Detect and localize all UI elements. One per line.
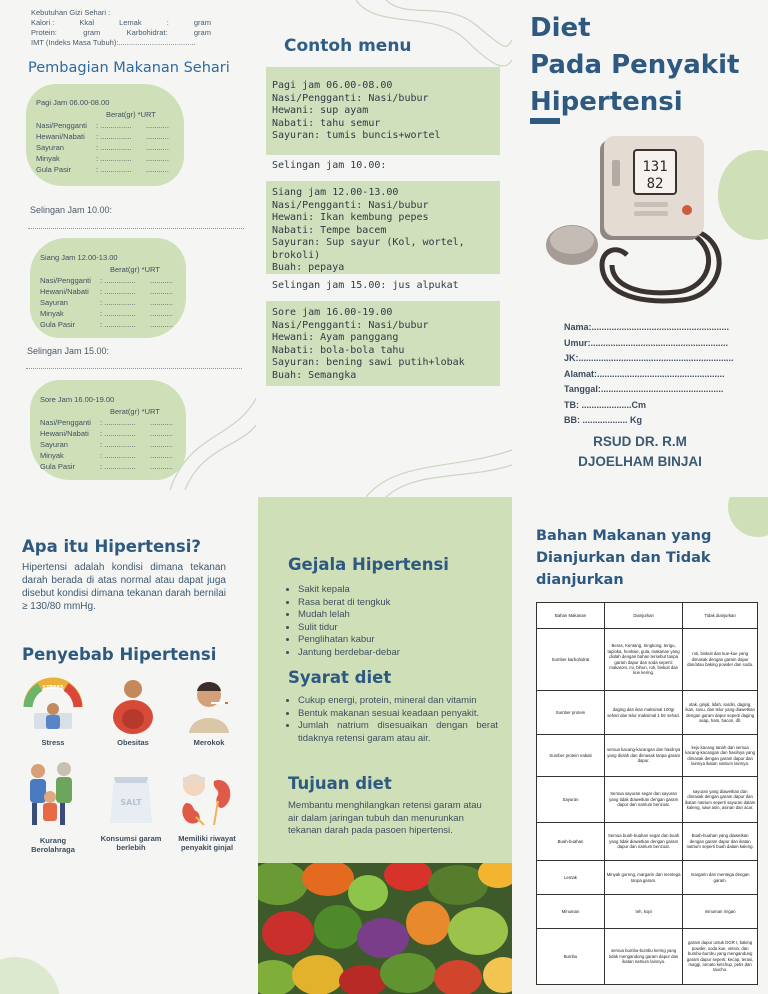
cause-label: Memiliki riwayat penyakit ginjal: [178, 834, 236, 852]
menu-example-title: Contoh menu: [284, 36, 412, 56]
hospital-name: [512, 432, 768, 472]
cause-label: Obesitas: [117, 738, 149, 747]
column-header: Tidak dianjurkan: [683, 603, 758, 629]
cause-merokok: [174, 675, 244, 747]
row-urt: ...........: [150, 462, 173, 471]
symptom-item: • Penglihatan kabur: [298, 634, 498, 647]
title-underline: [530, 118, 560, 124]
menu-line: Nasi/Pengganti: Nasi/bubur: [272, 199, 429, 211]
diet-goal-text: Membantu menghilangkan retensi garam atau air dalam jaringan tubuh dan menurunkan tekanan darah pada pasoen hipertensi.: [288, 800, 482, 836]
gram-unit: gram: [83, 28, 101, 37]
block-subheading: Berat(gr) *URT: [106, 110, 156, 119]
decorative-blob: [0, 957, 60, 994]
meal-block-sore: [40, 394, 180, 472]
panel-menu-example: [256, 0, 512, 497]
panel-symptoms: [258, 497, 512, 994]
cover-title-line-3: Hipertensi: [530, 87, 683, 117]
hospital-name-line-1: RSUD DR. R.M: [593, 434, 687, 449]
nutrition-needs: [31, 8, 211, 48]
table-cell: otak, ginjal, lidah, sardin, daging, ikan, susu, dan telur yang diawetkan dengan garam dapur seperti daging asap, ham, bacon, dll.: [683, 691, 758, 735]
dotted-divider: [28, 228, 244, 229]
row-label: Hewani/Nabati: [40, 429, 89, 438]
row-urt: ...........: [150, 287, 173, 296]
column-header: Bahan Makanan: [537, 603, 605, 629]
row-value: : ...............: [96, 154, 132, 163]
form-alamat: Alamat:...................................................: [564, 368, 725, 379]
kidney-icon: [174, 769, 240, 831]
selingan-1-label: Selingan Jam 10.00:: [30, 205, 113, 215]
row-urt: ...........: [146, 143, 169, 152]
table-row: [537, 823, 758, 861]
gram-unit: gram: [193, 18, 211, 27]
gram-unit: gram: [193, 28, 211, 37]
cause-obesitas: [98, 675, 168, 747]
table-cell: semua bumbu-bumbu kering yang tidak mengandung garam dapur dan ikatan natrium lainnya.: [605, 929, 683, 985]
row-value: : ...............: [100, 429, 136, 438]
diet-requirements-list: [288, 695, 498, 745]
cover-title-line-1: Diet: [530, 13, 591, 43]
cause-ginjal: [172, 769, 242, 852]
form-nama: Nama:.......................................................: [564, 322, 730, 332]
cause-garam: [96, 769, 166, 852]
block-subheading: Berat(gr) *URT: [110, 265, 160, 274]
menu-line: Buah: Semangka: [272, 369, 357, 381]
menu-line: Sayuran: Sup sayur (Kol, wortel, brokoli): [272, 237, 465, 261]
menu-line: Nasi/Pengganti: Nasi/bubur: [272, 319, 429, 331]
row-urt: ...........: [150, 276, 173, 285]
symptom-item: • Mudah lelah: [298, 609, 498, 622]
row-urt: ...........: [150, 298, 173, 307]
table-cell: Buah-buahan: [537, 823, 605, 861]
diet-goal-title: Tujuan diet: [288, 774, 392, 793]
menu-selingan-2: Selingan jam 15.00: jus alpukat: [272, 280, 459, 291]
dotted-divider: [26, 368, 242, 369]
form-umur: Umur:.......................................................: [564, 337, 729, 348]
menu-line: Hewani: Ayam panggang: [272, 332, 399, 343]
table-cell: daging dan ikan maksimal 100gr sehari dan telur maksimal 1 btr sehari.: [605, 691, 683, 735]
row-label: Gula Pasir: [40, 320, 76, 329]
meal-distribution-title: Pembagian Makanan Sehari: [28, 60, 230, 76]
cause-label: Konsumsi garam berlebih: [100, 834, 162, 852]
table-row: [537, 735, 758, 777]
table-cell: Minuman: [537, 895, 605, 929]
row-label: Gula Pasir: [40, 462, 76, 471]
panel-cover: [512, 0, 768, 497]
row-label: Gula Pasir: [36, 165, 72, 174]
block-heading: Sore Jam 16.00-19.00: [40, 395, 115, 404]
table-row: [537, 929, 758, 985]
table-row: [537, 777, 758, 823]
row-urt: ...........: [146, 165, 169, 174]
table-cell: Bumbu: [537, 929, 605, 985]
menu-pagi-box: [266, 67, 500, 155]
row-value: : ...............: [100, 462, 136, 471]
row-value: : ...............: [96, 165, 132, 174]
table-cell: Semua buah-buahan segar dan buah yang tidak diawetkan dengan garam dapur dan natrium benzoat.: [605, 823, 683, 861]
form-jk: JK:..............................................................: [564, 353, 734, 363]
row-label: Nasi/Pengganti: [40, 418, 91, 427]
row-urt: ...........: [150, 320, 173, 329]
nutrition-needs-title: Kebutuhan Gizi Sehari :: [31, 8, 111, 17]
obesity-person-icon: [103, 675, 163, 735]
row-label: Minyak: [40, 309, 64, 318]
menu-line: Hewani: sup ayam: [272, 105, 369, 116]
symptoms-title: Gejala Hipertensi: [288, 555, 449, 574]
table-cell: keju kacang tanah dan semua kacang-kacangan dan hasilnya yang dimasak dengan garam dapur dan lainnya ikatan natrium lainnya.: [683, 735, 758, 777]
row-label: Sayuran: [40, 440, 68, 449]
food-table-title: Bahan Makanan yang Dianjurkan dan Tidak dianjurkan: [536, 528, 712, 588]
vegetables-photo: [258, 863, 512, 994]
row-value: : ...............: [100, 287, 136, 296]
row-label: Hewani/Nabati: [40, 287, 89, 296]
lemak-label: Lemak: [119, 18, 142, 27]
food-recommendation-table: [536, 602, 758, 985]
panel-about-hypertension: [0, 497, 256, 994]
meal-block-siang: [40, 252, 180, 330]
table-cell: Buah-buahan yang diawetkan dengan garam dapur dan ikatan natrium seperti buah dalam kaleng.: [683, 823, 758, 861]
table-cell: semua kacang-kacangan dan hasilnya yang diolah dan dimasak tanpa garam dapur.: [605, 735, 683, 777]
table-cell: sayuran yang diawetkan dan dimasak dengan garam dapur dan ikatan natrium seperti sayuran dalam kaleng, sawi asin, asinan dan acar.: [683, 777, 758, 823]
cover-title-line-2: Pada Penyakit: [530, 50, 740, 80]
row-value: : ...............: [100, 451, 136, 460]
row-urt: ...........: [150, 451, 173, 460]
stress-gauge-icon: [20, 675, 86, 735]
row-value: : ...............: [96, 132, 132, 141]
table-cell: Beras, Kentang, Singkong, terigu, tapioka, hunkwe, gula, makanan yang diolah dengan bahan tersebut tanpa garam dapur dan soda seperti: makaroni, mi, bihun, roti, biskuit dan kue kering.: [605, 629, 683, 691]
menu-sore-box: [266, 301, 500, 386]
symptom-item: • Jantung berdebar-debar: [298, 647, 498, 660]
cause-label: Stress: [41, 738, 65, 747]
row-label: Sayuran: [40, 298, 68, 307]
table-cell: Sumber protein: [537, 691, 605, 735]
requirement-item: • Jumlah natrium disesuaikan dengan berat tidaknya retensi garam atau air.: [298, 720, 498, 745]
blood-pressure-monitor-icon: [542, 130, 742, 320]
requirement-item: • Cukup energi, protein, mineral dan vitamin: [298, 695, 498, 708]
table-cell: margarin dan mentega dengan garam.: [683, 861, 758, 895]
requirement-item: • Bentuk makanan sesuai keadaan penyakit.: [298, 708, 498, 721]
table-cell: teh, kopi: [605, 895, 683, 929]
form-tanggal: Tanggal:.................................................: [564, 384, 724, 394]
panel-food-table: [512, 497, 768, 994]
row-urt: ...........: [146, 132, 169, 141]
menu-line: Sayuran: tumis buncis+wortel: [272, 130, 441, 141]
row-value: : ...............: [100, 309, 136, 318]
row-value: : ...............: [100, 418, 136, 427]
row-value: : ...............: [100, 320, 136, 329]
form-bb: BB: .................. Kg: [564, 415, 643, 425]
row-label: Minyak: [40, 451, 64, 460]
row-value: : ...............: [100, 440, 136, 449]
table-row: [537, 629, 758, 691]
menu-line: Nabati: bola-bola tahu: [272, 344, 405, 356]
cause-kurang-olahraga: [18, 759, 88, 854]
about-text: Hipertensi adalah kondisi dimana tekanan darah berada di atas normal atau dapat juga disebut kondisi dimana tekanan darah bernilai ≥ 130/80 mmHg.: [22, 562, 226, 612]
causes-title: Penyebab Hipertensi: [22, 645, 217, 664]
row-value: : ...............: [100, 276, 136, 285]
table-cell: Sayuran: [537, 777, 605, 823]
hospital-name-line-2: DJOELHAM BINJAI: [578, 454, 702, 469]
salt-text: SALT: [120, 798, 142, 807]
row-urt: ...........: [146, 154, 169, 163]
row-value: : ...............: [96, 121, 132, 130]
table-cell: roti, biskuit dan kue-kue yang dimasak dengan garam dapur dan/atau baking powder dan soda.: [683, 629, 758, 691]
menu-line: Nasi/Pengganti: Nasi/bubur: [272, 92, 429, 104]
menu-selingan-1: Selingan jam 10.00:: [272, 160, 387, 171]
menu-line: Hewani: Ikan kembung pepes: [272, 212, 429, 223]
cause-label: Kurang Berolahraga: [31, 836, 75, 854]
table-cell: Lemak: [537, 861, 605, 895]
block-heading: Pagi Jam 06.00-08.00: [36, 98, 110, 107]
imt-label: IMT (Indeks Masa Tubuh):.....................................: [31, 38, 196, 47]
salt-bag-icon: [100, 769, 162, 831]
menu-line: Buah: pepaya: [272, 262, 345, 273]
menu-line: Pagi jam 06.00-08.00: [272, 80, 393, 91]
form-tb: TB: ....................Cm: [564, 399, 647, 410]
kalori-label: Kalori :: [31, 18, 55, 27]
kkal-unit: Kkal: [79, 18, 95, 27]
column-header: Dianjurkan: [605, 603, 683, 629]
systolic-reading: 131: [642, 159, 668, 175]
lemak-separator: :: [166, 18, 169, 27]
row-urt: ...........: [146, 121, 169, 130]
symptoms-list: [288, 584, 498, 659]
menu-siang-box: [266, 181, 500, 274]
block-heading: Siang Jam 12.00-13.00: [40, 253, 118, 262]
symptom-item: • Sulit tidur: [298, 622, 498, 635]
table-cell: minuman ringan: [683, 895, 758, 929]
table-cell: Sumber protein nabati: [537, 735, 605, 777]
gauge-label: STRESS: [42, 685, 64, 691]
table-header-row: [537, 603, 758, 629]
row-label: Nasi/Pengganti: [40, 276, 91, 285]
table-cell: Minyak goreng, margarin dan mentega tanpa garam.: [605, 861, 683, 895]
karbohidrat-label: Karbohidrat:: [126, 28, 168, 37]
menu-line: Sore jam 16.00-19.00: [272, 307, 393, 318]
row-label: Sayuran: [36, 143, 64, 152]
row-value: : ...............: [100, 298, 136, 307]
patient-form: [564, 320, 734, 429]
symptom-item: • Sakit kepala: [298, 584, 498, 597]
cover-title: [530, 10, 739, 121]
lazy-family-icon: [20, 759, 86, 833]
decorative-contour-lines: [366, 440, 512, 497]
table-cell: Sumber karbohidrat: [537, 629, 605, 691]
row-value: : ...............: [96, 143, 132, 152]
symptom-item: • Rasa berat di tengkuk: [298, 597, 498, 610]
menu-line: Nabati: Tempe bacem: [272, 224, 387, 236]
about-title: Apa itu Hipertensi?: [22, 537, 201, 556]
row-label: Nasi/Pengganti: [36, 121, 87, 130]
table-row: [537, 895, 758, 929]
row-label: Hewani/Nabati: [36, 132, 85, 141]
row-urt: ...........: [150, 440, 173, 449]
selingan-2-label: Selingan Jam 15.00:: [27, 346, 110, 356]
table-row: [537, 861, 758, 895]
menu-line: Nabati: tahu semur: [272, 117, 381, 129]
row-urt: ...........: [150, 429, 173, 438]
row-label: Minyak: [36, 154, 60, 163]
protein-label: Protein:: [31, 28, 57, 37]
meal-block-pagi: [36, 97, 176, 175]
panel-meal-distribution: [0, 0, 256, 497]
diastolic-reading: 82: [646, 176, 664, 192]
row-urt: ...........: [150, 309, 173, 318]
menu-line: Sayuran: bening sawi putih+lobak: [272, 357, 465, 368]
cause-stress: [18, 675, 88, 747]
table-cell: garam dapur untuk DGR I, baking powder, soda kue, vetsin, dan bumbu-bumbu yang mengandung garam dapur seperti: kecap, terasi, maggi, tomato ketchup, petis dan taucho.: [683, 929, 758, 985]
diet-requirements-title: Syarat diet: [288, 668, 392, 687]
menu-line: Siang jam 12.00-13.00: [272, 187, 399, 198]
cause-label: Merokok: [193, 738, 225, 747]
row-urt: ...........: [150, 418, 173, 427]
block-subheading: Berat(gr) *URT: [110, 407, 160, 416]
table-row: [537, 691, 758, 735]
smoking-person-icon: [179, 675, 239, 735]
table-cell: Semua sayuran segar dan sayuran yang tidak diawetkan dengan garam dapur dan natrium benzoat.: [605, 777, 683, 823]
